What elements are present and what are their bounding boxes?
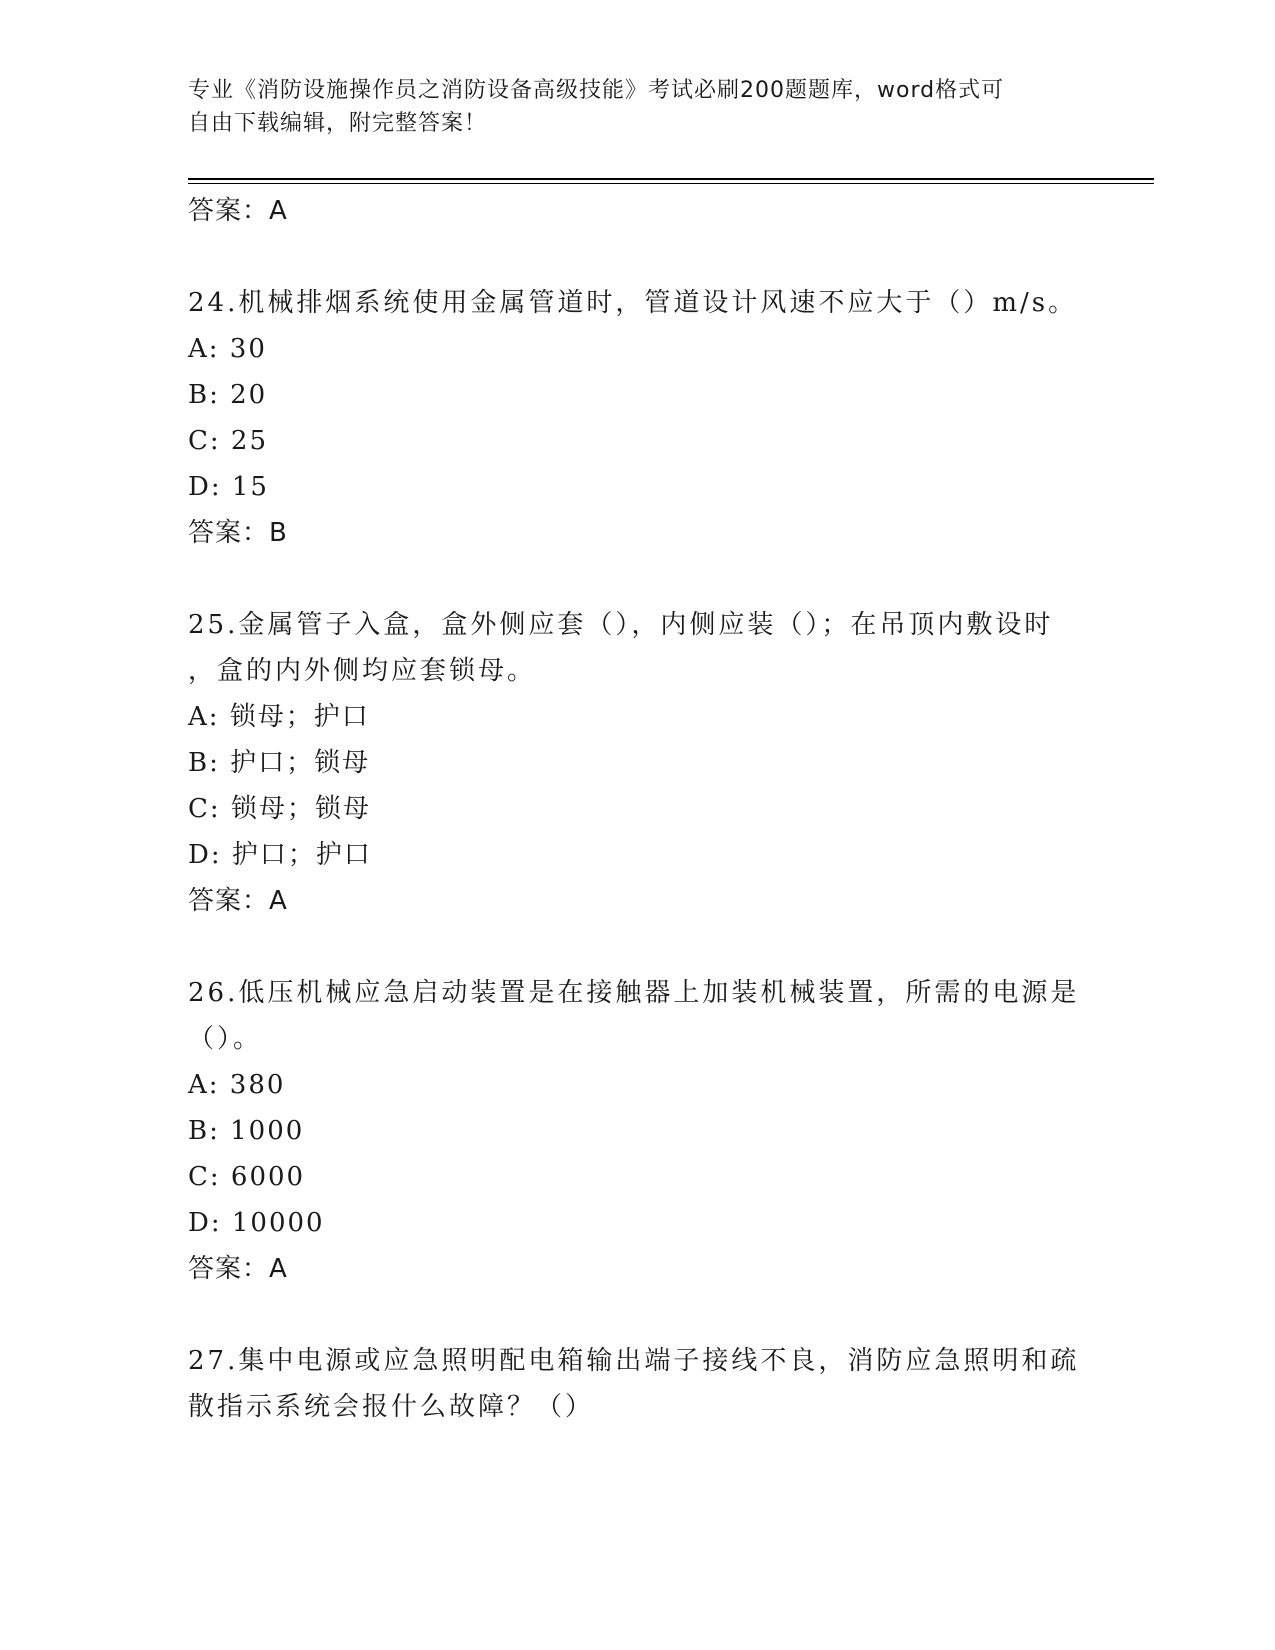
spacer xyxy=(188,1292,1088,1338)
option-c: C: 6000 xyxy=(188,1162,306,1192)
answer-line: 答案：A xyxy=(188,196,288,226)
spacer xyxy=(188,924,1088,970)
question-stem: 27.集中电源或应急照明配电箱输出端子接线不良，消防应急照明和疏 散指示系统会报什么故障？（） xyxy=(188,1346,1080,1422)
spacer xyxy=(188,234,1088,280)
document-header: 专业《消防设施操作员之消防设备高级技能》考试必刷200题题库，word格式可 自由下载编辑，附完整答案！ xyxy=(188,78,1005,136)
option-a: A: 锁母；护口 xyxy=(188,702,370,732)
question-24 xyxy=(188,280,1088,556)
option-d: D: 10000 xyxy=(188,1208,325,1238)
header-divider-thin xyxy=(188,183,1154,184)
option-d: D: 15 xyxy=(188,472,269,502)
question-27 xyxy=(188,1338,1088,1430)
question-stem: 24.机械排烟系统使用金属管道时，管道设计风速不应大于（）m/s。 xyxy=(188,288,1078,318)
answer-line: 答案：A xyxy=(188,1254,288,1284)
option-c: C: 25 xyxy=(188,426,269,456)
option-b: B: 1000 xyxy=(188,1116,305,1146)
option-c: C: 锁母；锁母 xyxy=(188,794,371,824)
question-25 xyxy=(188,602,1088,924)
option-a: A: 380 xyxy=(188,1070,286,1100)
question-stem: 26.低压机械应急启动装置是在接触器上加装机械装置，所需的电源是 （）。 xyxy=(188,978,1080,1054)
answer-line: 答案：B xyxy=(188,518,288,548)
answer-line: 答案：A xyxy=(188,886,288,916)
question-26 xyxy=(188,970,1088,1292)
option-b: B: 护口；锁母 xyxy=(188,748,371,778)
spacer xyxy=(188,556,1088,602)
option-d: D: 护口；护口 xyxy=(188,840,372,870)
header-divider-thick xyxy=(188,178,1154,180)
option-b: B: 20 xyxy=(188,380,268,410)
question-stem: 25.金属管子入盒，盒外侧应套（），内侧应装（）；在吊顶内敷设时 ，盒的内外侧均应套锁母。 xyxy=(188,610,1054,686)
option-a: A: 30 xyxy=(188,334,267,364)
question-list xyxy=(188,188,1088,1430)
